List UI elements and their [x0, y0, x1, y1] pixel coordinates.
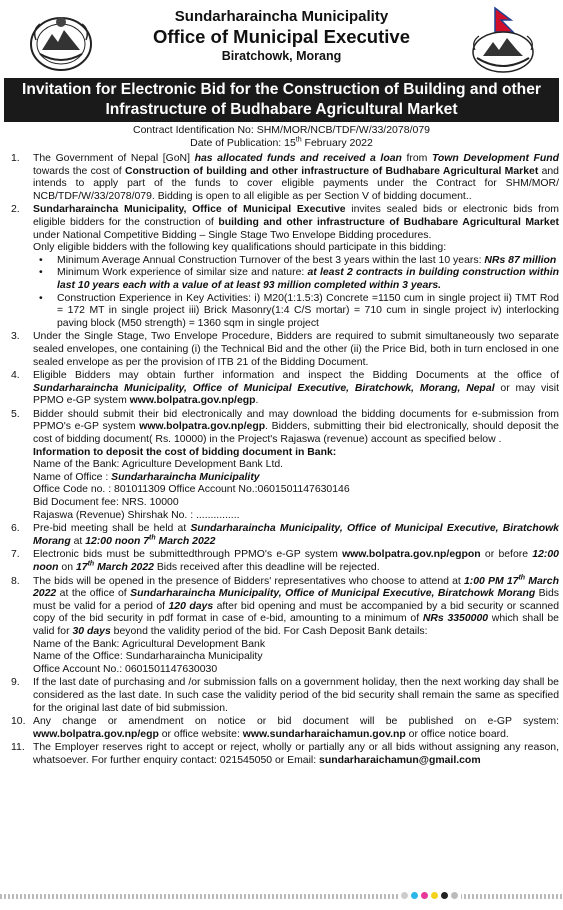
dot-icon — [421, 892, 428, 899]
list-item: 11. The Employer reserves right to accept or reject, wholly or partially any or all bids without assigning any reason, whatsoever. For further enquiry contact: 021545050 or Email: sundarharaichamun@gmail.com — [11, 742, 559, 766]
municipality-name: Sundarharaincha Municipality — [174, 8, 389, 25]
list-item: 8. The bids will be opened in the presence of Bidders' representatives who choose to attend at 1:00 PM 17th March 2022 at the office of Sundarharaincha Municipality, Office of Municipal Executive, Biratchowk Morang Bids must be valid for a period of 120 days after bid opening and must be accompanied by a bid security or scanned copy of the bid security in pdf format in case of e-bid, amounting to a minimum of NRs 3350000 which shall be valid for 30 days beyond the validity period of the bid. For Cash Deposit Bank details: Name of the Bank: Agricultural Development Bank Name of the Office: Sundarharaincha Municipality Office Account No.: 0601501147630030 — [11, 574, 560, 675]
publication-date: Date of Publication: 15th February 2022 — [190, 136, 373, 149]
office-location: Biratchowk, Morang — [221, 49, 342, 63]
list-item: 7. Electronic bids must be submittedthrough PPMO's e-GP system www.bolpatra.gov.np/egpon or before 12:00 noon on 17th March 2022 Bids received after this deadline will be rejected. — [11, 549, 559, 573]
list-item: 3. Under the Single Stage, Two Envelope Procedure, Bidders are required to submit simultaneously two separate sealed envelopes, one containing (i) the Technical Bid and the other (ii) the Price Bid, both in turn enclosed in one sealed envelope as per the provision of ITB 21 of the Bidding Document. — [11, 331, 559, 368]
dot-icon — [441, 892, 448, 899]
footer-bar — [0, 892, 563, 902]
list-item: 6. Pre-bid meeting shall be held at Sundarharaincha Municipality, Office of Municipal Executive, Biratchowk Morang at 12:00 noon 7th March 2022 — [11, 523, 559, 547]
egp-link[interactable]: www.bolpatra.gov.np/egpon — [342, 549, 481, 561]
office-name: Office of Municipal Executive — [152, 26, 410, 47]
notice-list — [4, 153, 559, 768]
title-banner: Invitation for Electronic Bid for the Construction of Building and other Infrastructure of Budhabare Agricultural Market — [4, 78, 559, 122]
list-item: 2. Sundarharaincha Municipality, Office of Municipal Executive invites sealed bids or electronic bids from eligible bidders for the construction of building and other infrastructure of Budhabare Agricultural Market under National Competitive Bidding – Single Stage Two Envelope Bidding procedures. Only eligible bidders with the following key qualifications should participate in this bidding: • Minimum Average Annual Construction Turnover of the best 3 years within the last 10 years: NRs 87 million • Minimum Work experience of similar size and nature: at least 2 contracts in building construction within last 10 years each with a value of at least 93 million completed within 3 years. • Construction Experience in Key Activities: i) M20(1:1.5:3) Concrete =1150 cum in single project ii) TMT Rod = 172 MT in single project iii) Brick Masonry(1:4 C/S mortar) = 710 cum in single project iv) interlocking paving block (M50 strength) = 1360 sqm in single project — [11, 204, 560, 329]
bullet-item: • Minimum Work experience of similar size and nature: at least 2 contracts in building construction within last 10 years each with a value of at least 93 million completed within 3 years. — [39, 267, 559, 291]
dot-icon — [431, 892, 438, 899]
email-link[interactable]: sundarharaichamun@gmail.com — [319, 754, 481, 766]
nepal-emblem-icon — [26, 10, 96, 72]
egp-link[interactable]: www.bolpatra.gov.np/egp — [139, 421, 266, 433]
bullet-item: • Minimum Average Annual Construction Turnover of the best 3 years within the last 10 years: NRs 87 million — [39, 254, 557, 266]
list-item: 10. Any change or amendment on notice or bid document will be published on e-GP system: www.bolpatra.gov.np/egp or office website: www.sundarharaichamun.gov.np or office notice board. — [11, 716, 559, 740]
bullet-item: • Construction Experience in Key Activities: i) M20(1:1.5:3) Concrete =1150 cum in single project ii) TMT Rod = 172 MT in single project iii) Brick Masonry(1:4 C/S mortar) = 710 cum in single project iv) interlocking paving block (M50 strength) = 1360 sqm in single project — [39, 292, 559, 329]
contract-id: Contract Identification No: SHM/MOR/NCB/TDF/W/33/2078/079 — [132, 124, 431, 136]
notice-page — [4, 2, 559, 769]
list-item: 1. The Government of Nepal [GoN] has allocated funds and received a loan from Town Development Fund towards the cost of Construction of building and other infrastructure of Budhabare Agricultural Market and intends to apply part of the funds to cover eligible payments under the Contract for SHM/MOR/ NCB/TDF/W/33/2078/079. Bidding is open to all eligible as per Section V of bidding document.. — [11, 153, 560, 202]
egp-link[interactable]: www.bolpatra.gov.np/egp — [129, 395, 256, 407]
flag-emblem-icon — [461, 6, 545, 76]
list-item: 4. Eligible Bidders may obtain further information and inspect the Bidding Documents at the office of Sundarharaincha Municipality, Office of Municipal Executive, Biratchowk, Morang, Nepal or may visit PPMO e-GP system www.bolpatra.gov.np/egp. — [11, 370, 559, 407]
dot-icon — [451, 892, 458, 899]
footer-stripe — [0, 894, 563, 899]
list-item: 9. If the last date of purchasing and /or submission falls on a government holiday, then the next working day shall be considered as the last date. In such case the validity period of the bid security shall remain the same as specified for the original last date of bid submission. — [11, 677, 559, 714]
egp-link[interactable]: www.bolpatra.gov.np/egp — [33, 728, 159, 740]
qualification-list — [33, 255, 559, 331]
dot-icon — [401, 892, 408, 899]
list-item: 5. Bidder should submit their bid electronically and may download the bidding documents for e-submission from PPMO's e-GP system www.bolpatra.gov.np/egp. Bidders, submitting their bid electronically, should deposit the cost of bidding document( Rs. 10000) in the Project's Rajaswa (revenue) account as specified below . Information to deposit the cost of bidding document in Bank: Name of the Bank: Agriculture Development Bank Ltd. Name of Office : Sundarharaincha Municipality Office Code no. : 801011309 Office Account No.:0601501147630146 Bid Document fee: NRS. 10000 Rajaswa (Revenue) Shirshak No. : ............... — [11, 408, 559, 521]
dot-icon — [411, 892, 418, 899]
website-link[interactable]: www.sundarharaichamun.gov.np — [242, 728, 406, 740]
color-registration-dots — [398, 892, 461, 899]
header — [4, 2, 559, 78]
